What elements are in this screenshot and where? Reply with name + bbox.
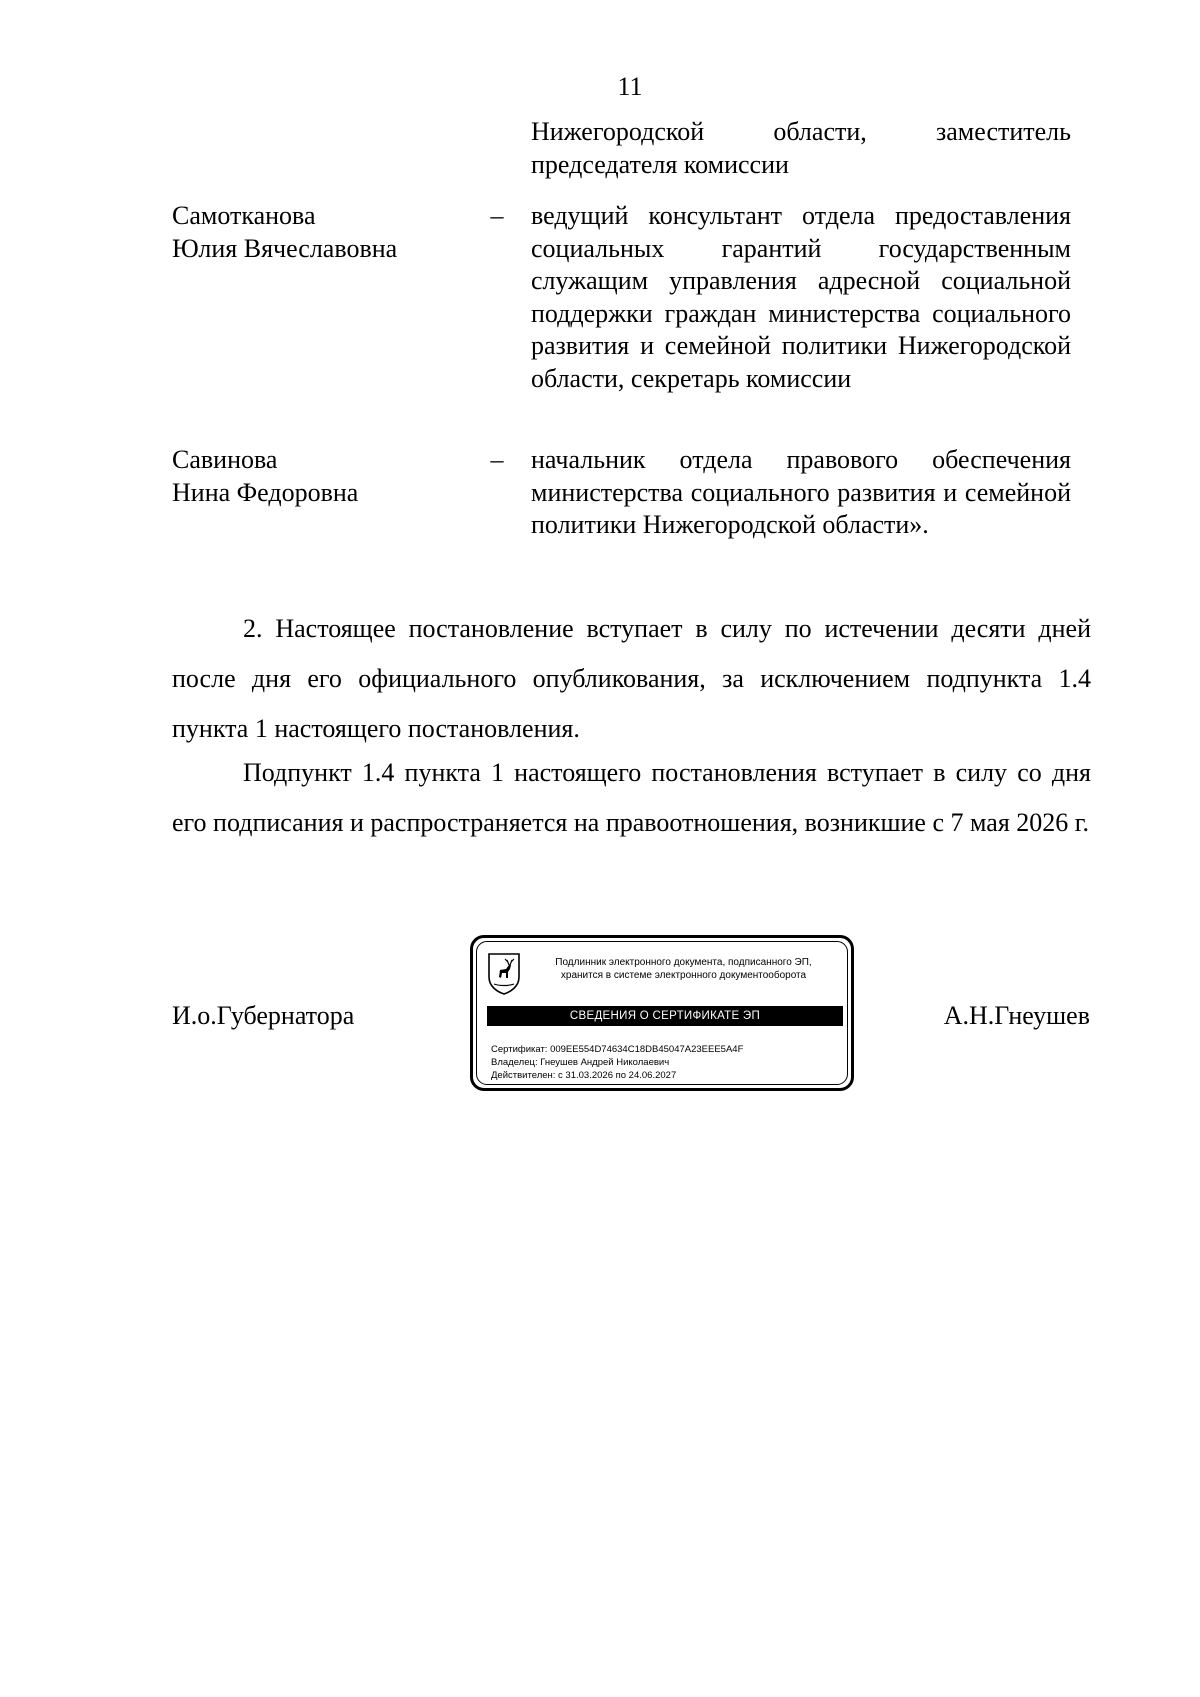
member-position: начальник отдела правового обеспечения министерства социального развития и семейной политики Нижегородской области». bbox=[531, 445, 1071, 540]
member-surname: Савинова bbox=[172, 445, 278, 474]
certificate-owner: Владелец: Гнеушев Андрей Николаевич bbox=[491, 1057, 670, 1068]
certificate-number: Сертификат: 009EE554D74634C18DB45047A23EEE5A4F bbox=[491, 1044, 744, 1055]
stamp-header bbox=[531, 956, 836, 982]
commission-member bbox=[172, 444, 1072, 584]
electronic-signature-stamp bbox=[470, 935, 854, 1091]
dash-separator: – bbox=[490, 445, 504, 474]
nizhny-novgorod-deer-emblem-icon bbox=[486, 951, 522, 995]
member-position: ведущий консультант отдела предоставления социальных гарантий государственным служащим управления адресной социальной поддержки граждан министерства социального развития и семейной политики Нижегородской области, секретарь комиссии bbox=[531, 201, 1071, 393]
stamp-header-line: Подлинник электронного документа, подписанного ЭП, bbox=[555, 957, 812, 968]
member-surname: Самотканова bbox=[172, 201, 316, 230]
stamp-title-bar: СВЕДЕНИЯ О СЕРТИФИКАТЕ ЭП bbox=[487, 1006, 843, 1026]
member-given-names: Нина Федоровна bbox=[172, 477, 359, 507]
signatory-position: И.о.Губернатора bbox=[172, 1001, 355, 1030]
dash-separator: – bbox=[490, 201, 504, 230]
certificate-validity: Действителен: с 31.03.2026 по 24.06.2027 bbox=[491, 1070, 677, 1081]
stamp-header-line: хранится в системе электронного документооборота bbox=[560, 970, 807, 981]
member-given-names: Юлия Вячеславовна bbox=[172, 233, 398, 263]
page-number: 11 bbox=[617, 72, 643, 101]
member-description-continued: Нижегородской области, заместитель председателя комиссии bbox=[531, 117, 1071, 179]
certificate-details bbox=[491, 1043, 841, 1082]
body-paragraph: 2. Настоящее постановление вступает в силу по истечении десяти дней после дня его официального опубликования, за исключением подпункта 1.4 пункта 1 настоящего постановления. bbox=[172, 614, 1091, 743]
signatory-name: А.Н.Гнеушев bbox=[943, 1001, 1090, 1030]
body-paragraph: Подпункт 1.4 пункта 1 настоящего постановления вступает в силу со дня его подписания и распространяется на правоотношения, возникшие с 7 мая 2026 г. bbox=[172, 758, 1091, 837]
commission-member bbox=[172, 200, 1072, 400]
member-name bbox=[172, 444, 472, 509]
member-name bbox=[172, 200, 472, 265]
